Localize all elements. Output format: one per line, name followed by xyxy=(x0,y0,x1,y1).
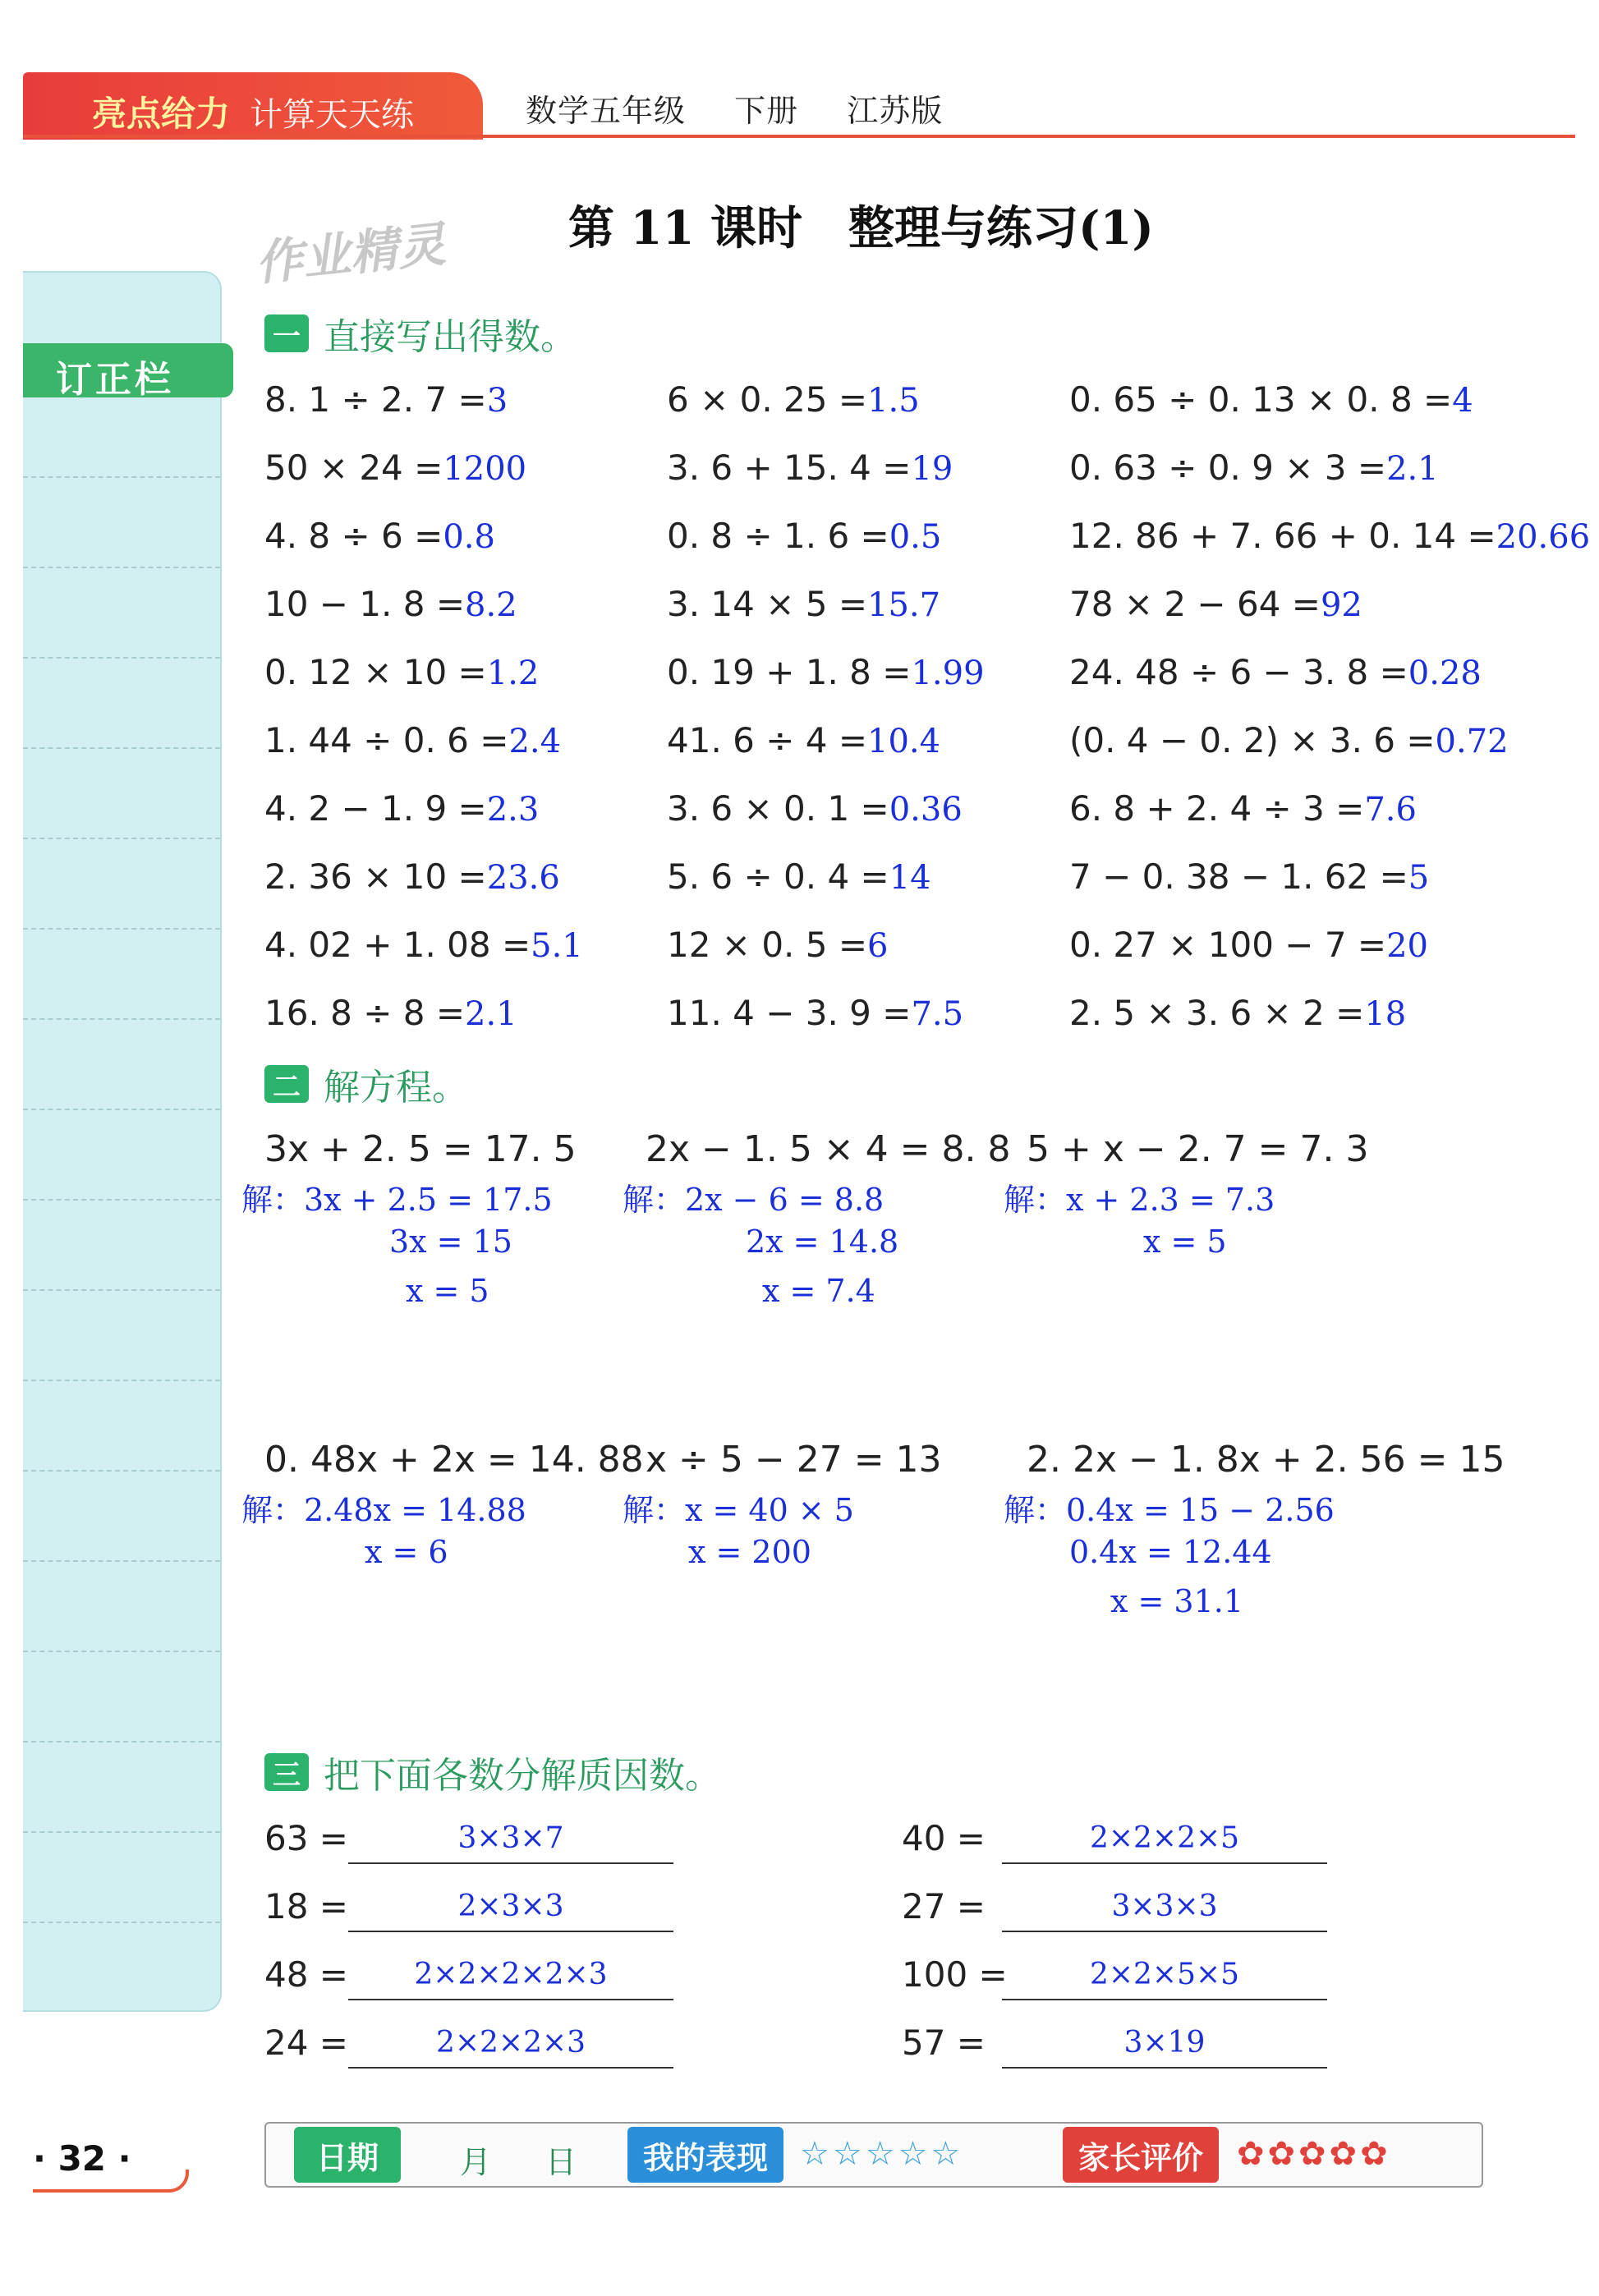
oral-calc-answer: 1.2 xyxy=(486,654,540,692)
oral-calc-item xyxy=(1069,993,1406,1033)
oral-calc-question: 6 × 0. 25 = xyxy=(667,379,868,420)
oral-calc-item xyxy=(264,788,539,829)
oral-calc-item xyxy=(667,379,920,420)
oral-calc-question: 4. 2 − 1. 9 = xyxy=(264,788,487,829)
answer-blank-line xyxy=(1002,2067,1327,2069)
equation: 3x + 2. 5 = 17. 5 xyxy=(264,1128,577,1170)
day-label: 日 xyxy=(545,2144,577,2180)
correction-line xyxy=(23,1109,220,1110)
answer-blank-line xyxy=(1002,1931,1327,1932)
correction-line xyxy=(23,1470,220,1472)
factor-number: 48 = xyxy=(264,1954,348,1995)
oral-calc-question: 0. 12 × 10 = xyxy=(264,652,487,692)
correction-line xyxy=(23,838,220,839)
page-number: · 32 · xyxy=(33,2138,131,2179)
section-3-label: 把下面各数分解质因数。 xyxy=(324,1755,721,1797)
oral-calc-item xyxy=(667,652,985,692)
oral-calc-item xyxy=(667,925,888,965)
oral-calc-answer: 20 xyxy=(1386,927,1428,965)
solution-step: 0.4x = 12.44 xyxy=(1069,1534,1272,1570)
oral-calc-answer: 4 xyxy=(1452,382,1473,420)
oral-calc-question: 50 × 24 = xyxy=(264,448,443,488)
factor-number: 100 = xyxy=(902,1954,1008,1995)
oral-calc-item xyxy=(264,856,560,897)
oral-calc-question: 16. 8 ÷ 8 = xyxy=(264,993,466,1033)
answer-blank-line xyxy=(348,2067,673,2069)
oral-calc-item xyxy=(667,788,963,829)
factor-number: 24 = xyxy=(264,2023,348,2063)
factor-answer: 3×3×3 xyxy=(1111,1890,1218,1923)
correction-line xyxy=(23,567,220,568)
oral-calc-answer: 6 xyxy=(867,927,889,965)
section-1-header xyxy=(264,310,577,356)
correction-line xyxy=(23,1199,220,1201)
evaluation-bar xyxy=(264,2122,1483,2188)
oral-calc-answer: 0.28 xyxy=(1408,654,1482,692)
oral-calc-item xyxy=(264,720,561,760)
correction-line xyxy=(23,1018,220,1020)
oral-calc-question: 0. 8 ÷ 1. 6 = xyxy=(667,516,889,556)
oral-calc-item xyxy=(264,516,495,556)
correction-line xyxy=(23,1922,220,1923)
oral-calc-question: 2. 36 × 10 = xyxy=(264,856,487,897)
oral-calc-item xyxy=(667,856,931,897)
solution-step: x = 5 xyxy=(1143,1224,1227,1260)
solution-step: 3x = 15 xyxy=(389,1224,512,1260)
book-info xyxy=(526,85,981,131)
factor-number: 40 = xyxy=(902,1818,986,1858)
answer-blank-line xyxy=(1002,1862,1327,1864)
oral-calc-question: 2. 5 × 3. 6 × 2 = xyxy=(1069,993,1365,1033)
factor-answer: 2×3×3 xyxy=(457,1890,564,1923)
oral-calc-answer: 10.4 xyxy=(867,723,941,760)
oral-calc-answer: 2.1 xyxy=(465,995,517,1033)
solution-step: x = 6 xyxy=(365,1534,448,1570)
oral-calc-answer: 5.1 xyxy=(531,927,583,965)
oral-calc-answer: 5 xyxy=(1408,859,1430,897)
factor-number: 57 = xyxy=(902,2023,986,2063)
oral-calc-item xyxy=(1069,925,1428,965)
oral-calc-answer: 1.99 xyxy=(911,654,985,692)
solution-step: x = 200 xyxy=(688,1534,811,1570)
oral-calc-item xyxy=(1069,379,1473,420)
oral-calc-item xyxy=(1069,584,1362,624)
oral-calc-question: 4. 02 + 1. 08 = xyxy=(264,925,531,965)
oral-calc-question: 41. 6 ÷ 4 = xyxy=(667,720,868,760)
parent-eval-label: 家长评价 xyxy=(1063,2127,1219,2183)
oral-calc-item xyxy=(264,379,508,420)
oral-calc-item xyxy=(1069,720,1509,760)
oral-calc-item xyxy=(667,720,940,760)
section-2-header xyxy=(264,1061,468,1107)
answer-blank-line xyxy=(348,1931,673,1932)
equation: 0. 48x + 2x = 14. 88 xyxy=(264,1439,644,1481)
oral-calc-question: 11. 4 − 3. 9 = xyxy=(667,993,912,1033)
oral-calc-question: 3. 14 × 5 = xyxy=(667,584,868,624)
oral-calc-item xyxy=(264,448,526,488)
oral-calc-answer: 1200 xyxy=(443,450,527,488)
oral-calc-question: 78 × 2 − 64 = xyxy=(1069,584,1321,624)
oral-calc-question: 1. 44 ÷ 0. 6 = xyxy=(264,720,509,760)
parent-eval-flowers[interactable]: ✿✿✿✿✿ xyxy=(1237,2135,1391,2173)
oral-calc-answer: 0.36 xyxy=(889,791,963,829)
section-3-number: 三 xyxy=(264,1753,309,1791)
solution-step: 解：3x + 2.5 = 17.5 xyxy=(241,1182,553,1218)
oral-calc-question: 12. 86 + 7. 66 + 0. 14 = xyxy=(1069,516,1496,556)
section-1-number: 一 xyxy=(264,315,309,352)
oral-calc-question: 12 × 0. 5 = xyxy=(667,925,868,965)
section-1-label: 直接写出得数。 xyxy=(324,316,577,358)
equation: 5 + x − 2. 7 = 7. 3 xyxy=(1027,1128,1369,1170)
oral-calc-item xyxy=(1069,448,1439,488)
oral-calc-question: 3. 6 × 0. 1 = xyxy=(667,788,889,829)
solution-step: x = 31.1 xyxy=(1110,1583,1244,1619)
oral-calc-question: 0. 63 ÷ 0. 9 × 3 = xyxy=(1069,448,1387,488)
oral-calc-answer: 23.6 xyxy=(486,859,560,897)
factor-answer: 3×19 xyxy=(1123,2026,1206,2060)
oral-calc-answer: 3 xyxy=(486,382,508,420)
performance-label: 我的表现 xyxy=(627,2127,783,2183)
oral-calc-question: 6. 8 + 2. 4 ÷ 3 = xyxy=(1069,788,1365,829)
oral-calc-answer: 8.2 xyxy=(465,586,517,624)
oral-calc-answer: 2.4 xyxy=(508,723,562,760)
oral-calc-answer: 7.5 xyxy=(911,995,964,1033)
factor-answer: 2×2×2×5 xyxy=(1089,1821,1240,1855)
equation: x ÷ 5 − 27 = 13 xyxy=(646,1439,942,1481)
solution-step: 2x = 14.8 xyxy=(746,1224,899,1260)
oral-calc-question: 8. 1 ÷ 2. 7 = xyxy=(264,379,487,420)
oral-calc-answer: 0.8 xyxy=(443,518,495,556)
answer-blank-line xyxy=(348,1862,673,1864)
oral-calc-question: 3. 6 + 15. 4 = xyxy=(667,448,912,488)
equation: 2x − 1. 5 × 4 = 8. 8 xyxy=(646,1128,1011,1170)
performance-stars[interactable]: ☆☆☆☆☆ xyxy=(800,2135,964,2173)
factor-answer: 2×2×2×3 xyxy=(435,2026,586,2060)
oral-calc-answer: 0.72 xyxy=(1435,723,1509,760)
section-3-header xyxy=(264,1749,721,1795)
oral-calc-question: 7 − 0. 38 − 1. 62 = xyxy=(1069,856,1408,897)
series-subtitle: 计算天天练 xyxy=(250,96,414,134)
correction-line xyxy=(23,928,220,930)
oral-calc-answer: 0.5 xyxy=(889,518,942,556)
oral-calc-item xyxy=(1069,652,1482,692)
oral-calc-question: 10 − 1. 8 = xyxy=(264,584,466,624)
correction-line xyxy=(23,1380,220,1381)
correction-line xyxy=(23,476,220,478)
oral-calc-question: (0. 4 − 0. 2) × 3. 6 = xyxy=(1069,720,1436,760)
watermark: 作业精灵 xyxy=(252,216,448,292)
oral-calc-answer: 1.5 xyxy=(867,382,920,420)
correction-line xyxy=(23,1289,220,1291)
oral-calc-item xyxy=(667,993,963,1033)
oral-calc-answer: 14 xyxy=(889,859,931,897)
correction-line xyxy=(23,747,220,749)
factor-number: 18 = xyxy=(264,1886,348,1926)
oral-calc-item xyxy=(667,584,940,624)
oral-calc-item xyxy=(264,652,539,692)
oral-calc-item xyxy=(667,448,953,488)
oral-calc-item xyxy=(264,925,583,965)
oral-calc-question: 24. 48 ÷ 6 − 3. 8 = xyxy=(1069,652,1408,692)
month-label: 月 xyxy=(460,2144,492,2180)
correction-badge xyxy=(23,343,233,401)
oral-calc-item xyxy=(264,993,517,1033)
date-label: 日期 xyxy=(294,2127,401,2183)
correction-column xyxy=(23,271,222,2012)
answer-blank-line xyxy=(1002,1999,1327,2000)
correction-line xyxy=(23,1560,220,1562)
solution-step: x = 7.4 xyxy=(762,1273,875,1309)
oral-calc-item xyxy=(1069,516,1590,556)
solution-step: x = 5 xyxy=(406,1273,489,1309)
oral-calc-question: 4. 8 ÷ 6 = xyxy=(264,516,443,556)
oral-calc-question: 0. 27 × 100 − 7 = xyxy=(1069,925,1387,965)
header-tab xyxy=(23,72,483,140)
correction-line xyxy=(23,657,220,659)
oral-calc-answer: 20.66 xyxy=(1496,518,1591,556)
correction-line xyxy=(23,1831,220,1833)
page-number-swoosh xyxy=(33,2170,189,2193)
oral-calc-answer: 2.3 xyxy=(486,791,540,829)
solution-step: 解：2.48x = 14.88 xyxy=(241,1492,526,1528)
section-2-label: 解方程。 xyxy=(324,1067,468,1109)
factor-number: 27 = xyxy=(902,1886,986,1926)
oral-calc-answer: 2.1 xyxy=(1386,450,1439,488)
correction-line xyxy=(23,1741,220,1743)
answer-blank-line xyxy=(348,1999,673,2000)
equation: 2. 2x − 1. 8x + 2. 56 = 15 xyxy=(1027,1439,1505,1481)
oral-calc-item xyxy=(1069,788,1417,829)
oral-calc-question: 5. 6 ÷ 0. 4 = xyxy=(667,856,889,897)
subject: 数学五年级 xyxy=(526,93,687,129)
oral-calc-question: 0. 19 + 1. 8 = xyxy=(667,652,912,692)
oral-calc-question: 0. 65 ÷ 0. 13 × 0. 8 = xyxy=(1069,379,1453,420)
factor-answer: 2×2×5×5 xyxy=(1089,1958,1240,1991)
oral-calc-item xyxy=(264,584,517,624)
header-rule xyxy=(23,135,1575,138)
oral-calc-answer: 19 xyxy=(911,450,953,488)
correction-line xyxy=(23,1651,220,1652)
oral-calc-answer: 18 xyxy=(1364,995,1407,1033)
factor-answer: 3×3×7 xyxy=(457,1821,564,1855)
solution-step: 解：0.4x = 15 − 2.56 xyxy=(1004,1492,1335,1528)
oral-calc-item xyxy=(667,516,941,556)
edition: 江苏版 xyxy=(847,93,944,129)
oral-calc-answer: 15.7 xyxy=(867,586,941,624)
factor-answer: 2×2×2×2×3 xyxy=(414,1958,608,1991)
page-title: 第 11 课时 整理与练习(1) xyxy=(568,201,1154,255)
brand: 亮点给力 xyxy=(92,94,231,134)
volume: 下册 xyxy=(734,93,799,129)
correction-label: 订正栏 xyxy=(56,359,174,401)
oral-calc-answer: 7.6 xyxy=(1364,791,1417,829)
solution-step: 解：2x − 6 = 8.8 xyxy=(623,1182,885,1218)
oral-calc-answer: 92 xyxy=(1320,586,1362,624)
oral-calc-item xyxy=(1069,856,1429,897)
factor-number: 63 = xyxy=(264,1818,348,1858)
solution-step: 解：x + 2.3 = 7.3 xyxy=(1004,1182,1275,1218)
section-2-number: 二 xyxy=(264,1065,309,1103)
solution-step: 解：x = 40 × 5 xyxy=(623,1492,854,1528)
